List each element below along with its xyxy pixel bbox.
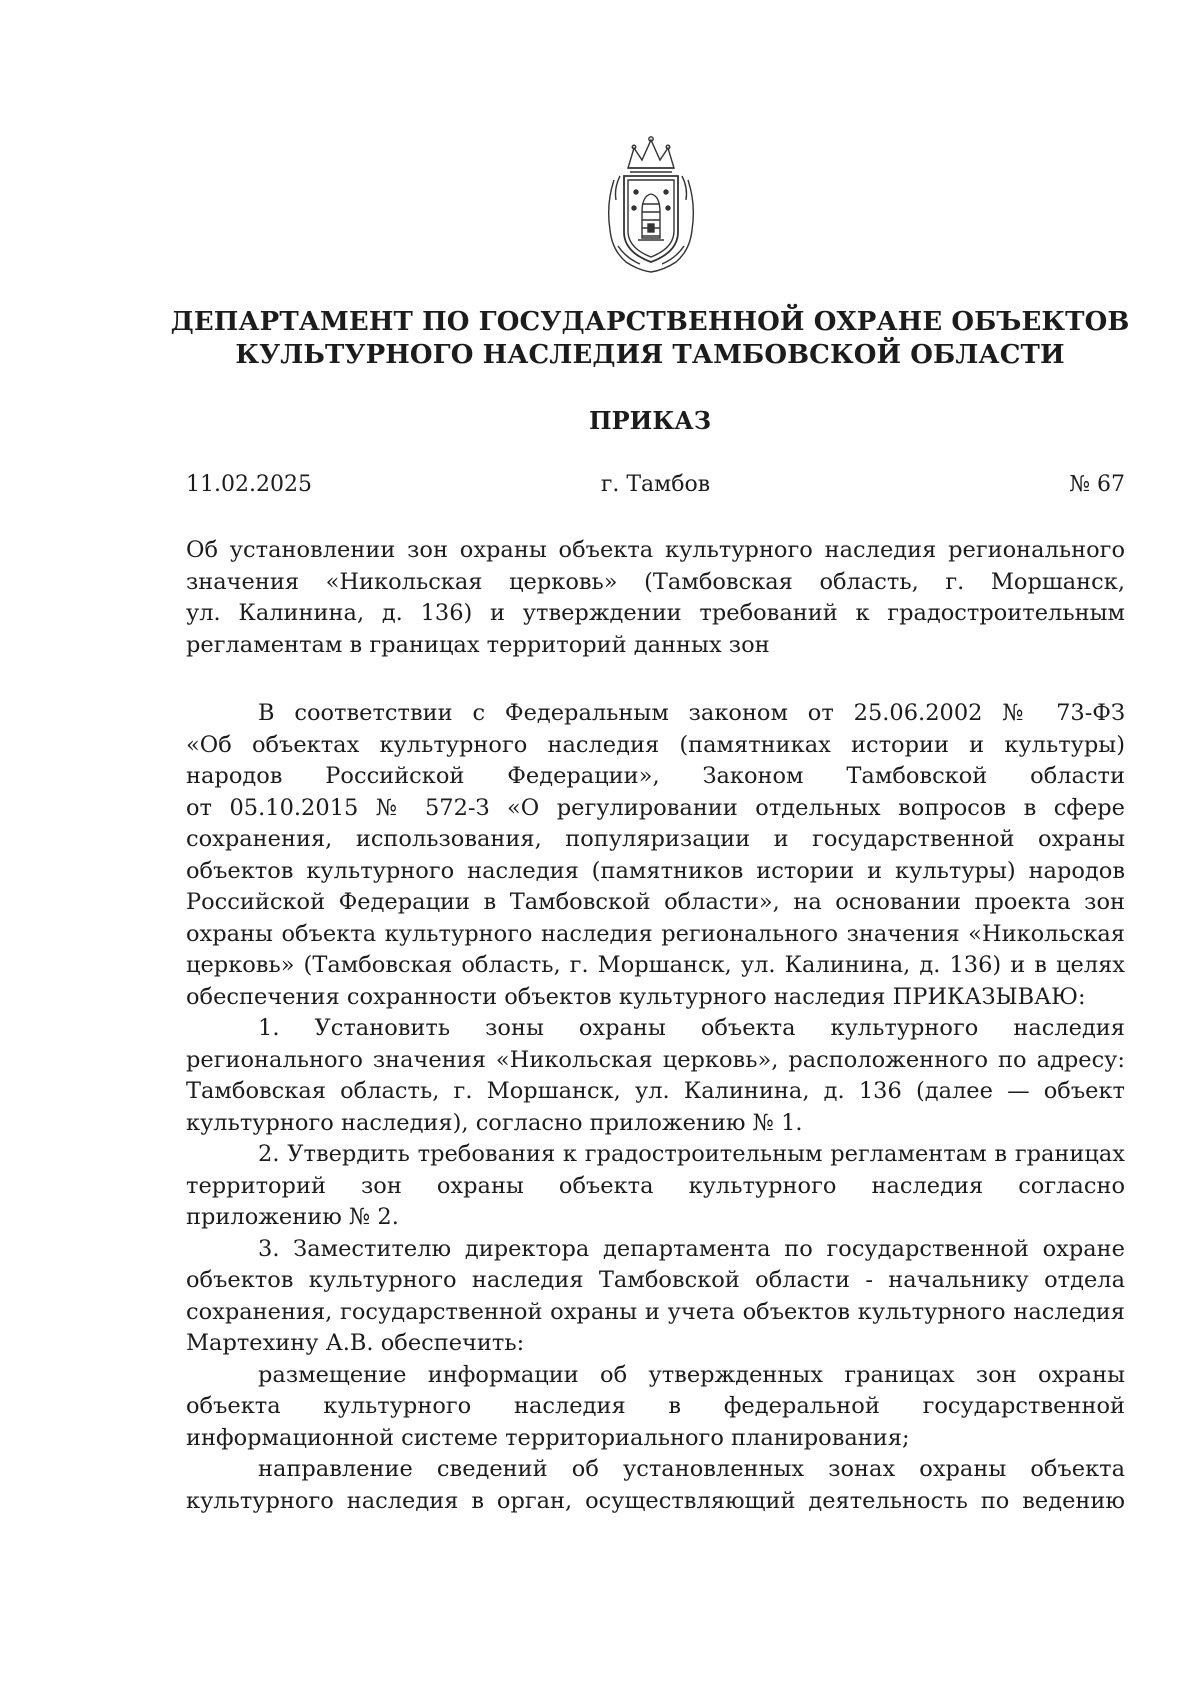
subject-line: значения «Никольская церковь» (Тамбовская область, г. Моршанск, (186, 568, 1125, 595)
body-line: Российской Федерации в Тамбовской области», на основании проекта зон (186, 889, 1125, 915)
body-line: обеспечения сохранности объектов культурного наследия ПРИКАЗЫВАЮ: (186, 983, 1086, 1010)
body-line: народов Российской Федерации», Законом Тамбовской области (186, 763, 1125, 789)
document-subject (186, 535, 1125, 661)
body-line: культурного наследия в орган, осуществляющий деятельность по ведению (186, 1487, 1125, 1514)
body-line: «Об объектах культурного наследия (памятниках истории и культуры) (186, 731, 1125, 758)
body-line: информационной системе территориального планирования; (186, 1424, 910, 1451)
document-city: г. Тамбов (600, 472, 711, 497)
body-line: сохранения, использования, популяризации и государственной охраны (186, 826, 1125, 852)
body-line: Мартехину А.В. обеспечить: (186, 1330, 525, 1356)
organization-name-line-1: ДЕПАРТАМЕНТ ПО ГОСУДАРСТВЕННОЙ ОХРАНЕ ОБЪЕКТОВ (170, 307, 1130, 337)
subject-line: регламентам в границах территорий данных зон (186, 631, 770, 658)
body-line: объектов культурного наследия (памятников истории и культуры) народов (186, 857, 1125, 884)
body-line: от 05.10.2015 № 572-З «О регулировании отдельных вопросов в сфере (186, 794, 1125, 821)
document-type: ПРИКАЗ (588, 406, 712, 435)
body-line: 3. Заместителю директора департамента по государственной охране (258, 1235, 1125, 1262)
body-line: сохранения, государственной охраны и учета объектов культурного наследия (186, 1298, 1125, 1325)
body-line: охраны объекта культурного наследия регионального значения «Никольская (186, 920, 1125, 947)
document-number: № 67 (1069, 472, 1125, 497)
body-line: объектов культурного наследия Тамбовской области - начальнику отдела (186, 1267, 1125, 1293)
document-body (186, 698, 1125, 1517)
document-date: 11.02.2025 (186, 472, 312, 497)
organization-name-line-2: КУЛЬТУРНОГО НАСЛЕДИЯ ТАМБОВСКОЙ ОБЛАСТИ (235, 340, 1065, 370)
document-meta (186, 470, 1125, 500)
body-line: объекта культурного наследия в федеральной государственной (186, 1393, 1125, 1419)
organization-name (150, 306, 1150, 372)
body-line: приложению № 2. (186, 1204, 399, 1230)
tambov-coat-of-arms-icon (596, 134, 706, 274)
body-line: культурного наследия), согласно приложению № 1. (186, 1109, 803, 1136)
body-line: размещение информации об утвержденных границах зон охраны (258, 1361, 1125, 1388)
subject-line: Об установлении зон охраны объекта культурного наследия регионального (186, 537, 1125, 563)
body-line: территорий зон охраны объекта культурного наследия согласно (186, 1172, 1125, 1199)
body-line: В соответствии с Федеральным законом от 25.06.2002 № 73-ФЗ (258, 700, 1125, 726)
body-line: 2. Утвердить требования к градостроительным регламентам в границах (258, 1141, 1125, 1167)
body-line: направление сведений об установленных зонах охраны объекта (258, 1456, 1125, 1482)
subject-line: ул. Калинина, д. 136) и утверждении требований к градостроительным (186, 600, 1125, 626)
body-line: церковь» (Тамбовская область, г. Моршанск, ул. Калинина, д. 136) и в целях (186, 952, 1125, 978)
body-line: Тамбовская область, г. Моршанск, ул. Калинина, д. 136 (далее — объект (186, 1078, 1125, 1104)
body-line: регионального значения «Никольская церковь», расположенного по адресу: (186, 1046, 1125, 1073)
body-line: 1. Установить зоны охраны объекта культурного наследия (258, 1015, 1125, 1041)
